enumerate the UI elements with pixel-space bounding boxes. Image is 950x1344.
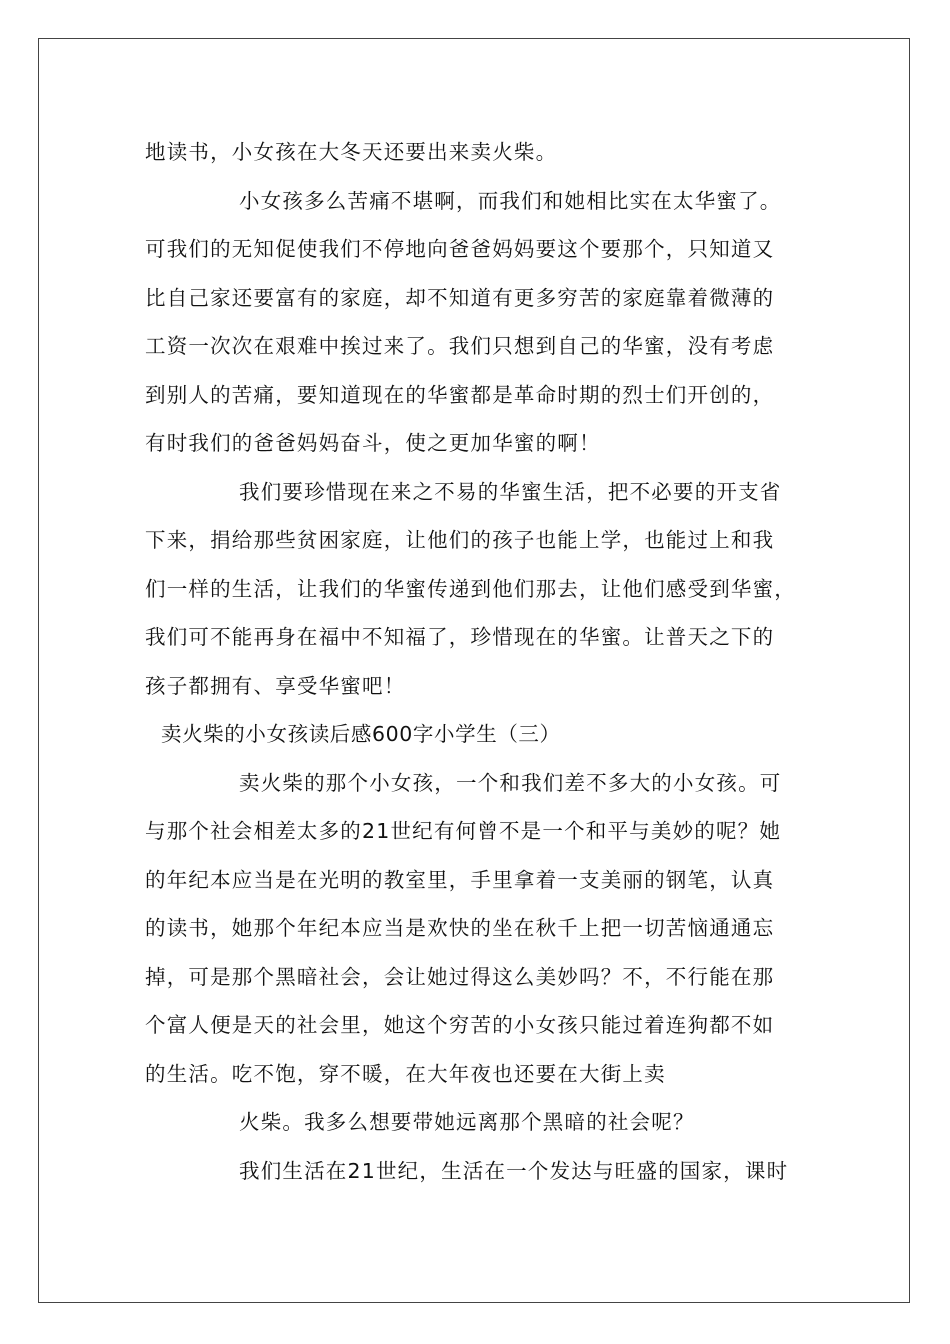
paragraph-start-line: 卖火柴的那个小女孩，一个和我们差不多大的小女孩。可 (239, 770, 782, 795)
text-line: 们一样的生活，让我们的华蜜传递到他们那去，让他们感受到华蜜， (145, 576, 796, 601)
text-line: 我们可不能再身在福中不知福了，珍惜现在的华蜜。让普天之下的 (145, 625, 775, 649)
text-line: 工资一次次在艰难中挨过来了。我们只想到自己的华蜜，没有考虑 (145, 334, 775, 358)
text-line: 掉，可是那个黑暗社会，会让她过得这么美妙吗？不，不行能在那 (145, 964, 775, 989)
paragraph-start-line: 小女孩多么苦痛不堪啊，而我们和她相比实在太华蜜了。 (239, 188, 782, 213)
paragraph-start-line: 火柴。我多么想要带她远离那个黑暗的社会呢？ (239, 1110, 695, 1134)
section-heading: 卖火柴的小女孩读后感600字小学生（三） (161, 722, 561, 746)
text-line: 可我们的无知促使我们不停地向爸爸妈妈要这个要那个，只知道又 (145, 237, 775, 261)
text-line: 地读书，小女孩在大冬天还要出来卖火柴。 (145, 140, 558, 164)
text-line: 孩子都拥有、享受华蜜吧！ (145, 673, 406, 698)
text-line: 比自己家还要富有的家庭，却不知道有更多穷苦的家庭靠着微薄的 (145, 285, 775, 310)
text-line: 与那个社会相差太多的21世纪有何曾不是一个和平与美妙的呢？她 (145, 819, 782, 843)
text-line: 有时我们的爸爸妈妈奋斗，使之更加华蜜的啊！ (145, 431, 601, 455)
document-body (145, 128, 825, 1195)
paragraph-start-line: 我们生活在21世纪，生活在一个发达与旺盛的国家，课时 (239, 1158, 789, 1183)
text-line: 的生活。吃不饱，穿不暖，在大年夜也还要在大街上卖 (145, 1061, 666, 1086)
text-line: 下来，捐给那些贫困家庭，让他们的孩子也能上学，也能过上和我 (145, 528, 775, 552)
text-line: 到别人的苦痛，要知道现在的华蜜都是革命时期的烈士们开创的， (145, 382, 775, 407)
text-line: 的年纪本应当是在光明的教室里，手里拿着一支美丽的钢笔，认真 (145, 867, 775, 892)
text-line: 个富人便是天的社会里，她这个穷苦的小女孩只能过着连狗都不如 (145, 1013, 775, 1037)
text-line: 的读书，她那个年纪本应当是欢快的坐在秋千上把一切苦恼通通忘 (145, 916, 775, 940)
paragraph-start-line: 我们要珍惜现在来之不易的华蜜生活，把不必要的开支省 (239, 479, 782, 504)
